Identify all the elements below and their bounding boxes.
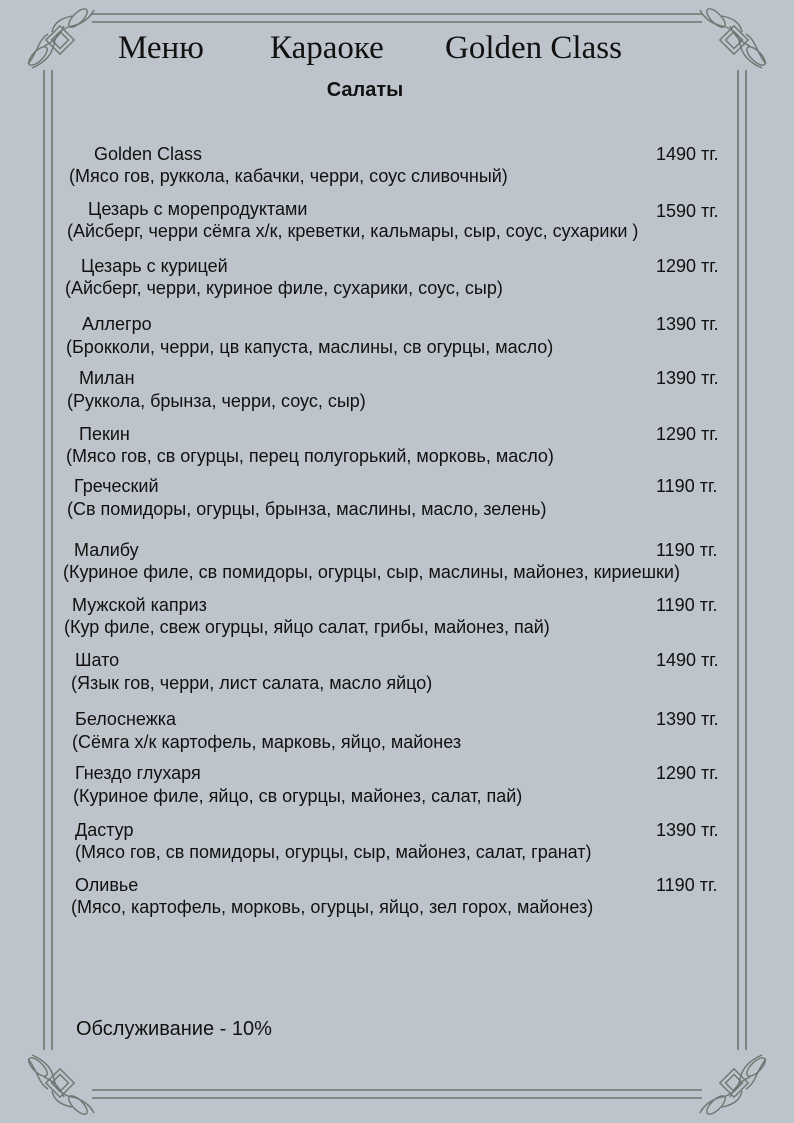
item-description: (Язык гов, черри, лист салата, масло яйцо) [71, 673, 433, 693]
item-name: Цезарь с морепродуктами [88, 199, 308, 219]
menu-item [0, 595, 794, 639]
item-description: (Св помидоры, огурцы, брынза, маслины, масло, зелень) [67, 499, 547, 519]
menu-item [0, 540, 794, 584]
item-description: (Мясо, картофель, морковь, огурцы, яйцо, зел горох, майонез) [71, 897, 594, 917]
item-description: (Брокколи, черри, цв капуста, маслины, св огурцы, масло) [66, 337, 554, 357]
menu-item [0, 424, 794, 468]
menu-item [0, 820, 794, 864]
menu-item [0, 875, 794, 919]
item-price: 1190 тг. [656, 595, 718, 615]
item-name: Греческий [74, 476, 159, 496]
title-karaoke: Караоке [270, 30, 384, 66]
menu-item [0, 476, 794, 520]
item-name: Дастур [75, 820, 134, 840]
item-description: (Сёмга х/к картофель, марковь, яйцо, майонез [72, 732, 462, 752]
item-description: (Мясо гов, руккола, кабачки, черри, соус сливочный) [69, 166, 508, 186]
item-price: 1390 тг. [656, 709, 719, 729]
item-name: Golden Class [94, 144, 203, 164]
item-name: Гнездо глухаря [75, 763, 201, 783]
item-description: (Мясо гов, св помидоры, огурцы, сыр, майонез, салат, гранат) [75, 842, 592, 862]
menu-item [0, 763, 794, 807]
item-price: 1590 тг. [656, 201, 719, 221]
title-brand: Golden Class [445, 30, 622, 66]
menu-item [0, 256, 794, 300]
item-name: Цезарь с курицей [81, 256, 228, 276]
item-description: (Мясо гов, св огурцы, перец полугорький, морковь, масло) [66, 446, 554, 466]
item-name: Шато [75, 650, 120, 670]
item-price: 1290 тг. [656, 256, 719, 276]
item-description: (Кур филе, свеж огурцы, яйцо салат, грибы, майонез, пай) [64, 617, 550, 637]
item-name: Пекин [79, 424, 130, 444]
item-price: 1190 тг. [656, 476, 718, 496]
item-price: 1190 тг. [656, 875, 718, 895]
menu-item [0, 709, 794, 753]
item-price: 1490 тг. [656, 144, 719, 164]
section-title: Салаты [326, 79, 404, 101]
item-name: Мужской каприз [72, 595, 207, 615]
menu-item [0, 368, 794, 412]
item-description: (Айсберг, черри сёмга х/к, креветки, кальмары, сыр, соус, сухарики ) [67, 221, 639, 241]
service-charge-note: Обслуживание - 10% [76, 1018, 272, 1040]
item-description: (Руккола, брынза, черри, соус, сыр) [67, 391, 366, 411]
item-price: 1390 тг. [656, 314, 719, 334]
item-description: (Куриное филе, яйцо, св огурцы, майонез, салат, пай) [73, 786, 523, 806]
item-price: 1190 тг. [656, 540, 718, 560]
item-price: 1490 тг. [656, 650, 719, 670]
item-description: (Айсберг, черри, куриное филе, сухарики, соус, сыр) [65, 278, 503, 298]
item-price: 1290 тг. [656, 424, 719, 444]
item-price: 1290 тг. [656, 763, 719, 783]
item-name: Малибу [74, 540, 139, 560]
item-name: Аллегро [82, 314, 152, 334]
menu-item [0, 314, 794, 358]
item-name: Белоснежка [75, 709, 177, 729]
item-name: Милан [79, 368, 135, 388]
item-price: 1390 тг. [656, 820, 719, 840]
title-menu: Меню [118, 30, 204, 66]
item-price: 1390 тг. [656, 368, 719, 388]
menu-item [0, 144, 794, 188]
menu-item [0, 650, 794, 694]
item-name: Оливье [75, 875, 139, 895]
menu-item [0, 199, 794, 243]
item-description: (Куриное филе, св помидоры, огурцы, сыр, маслины, майонез, кириешки) [63, 562, 680, 582]
